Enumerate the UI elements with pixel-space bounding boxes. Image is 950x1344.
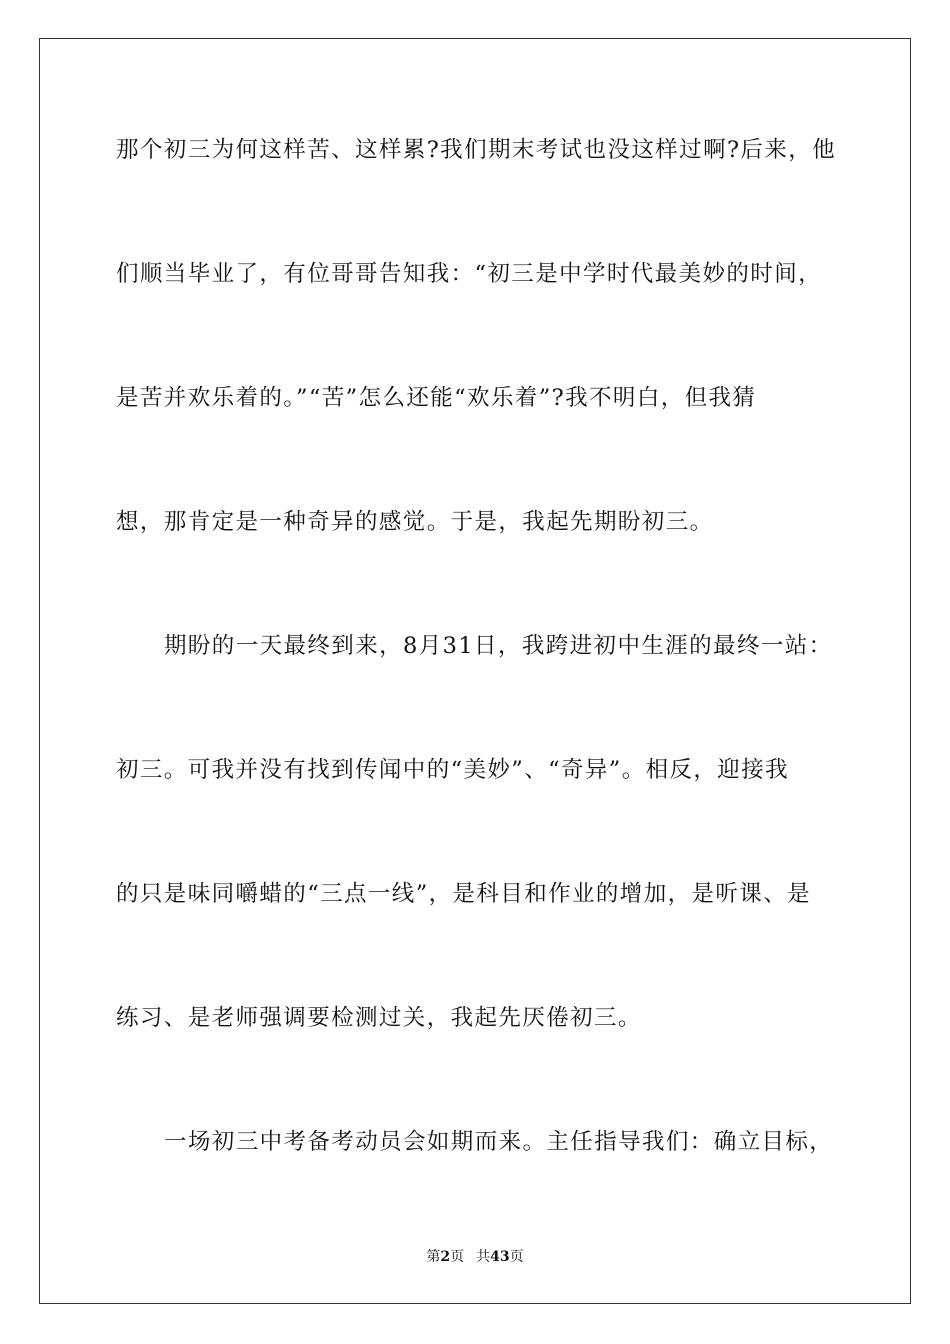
text-line: 是苦并欢乐着的。”“苦”怎么还能“欢乐着”?我不明白，但我猜 xyxy=(116,385,757,411)
text-line: 初三。可我并没有找到传闻中的“美妙”、“奇异”。相反，迎接我 xyxy=(116,757,790,783)
total-suffix: 页 xyxy=(509,1249,524,1265)
text-line: 那个初三为何这样苦、这样累?我们期末考试也没这样过啊?后来，他 xyxy=(116,137,837,163)
text-line: 想，那肯定是一种奇异的感觉。于是，我起先期盼初三。 xyxy=(116,509,714,535)
page-prefix: 第 xyxy=(426,1249,441,1265)
text-line: 练习、是老师强调要检测过关，我起先厌倦初三。 xyxy=(116,1005,642,1031)
paragraph-start-line: 一场初三中考备考动员会如期而来。主任指导我们：确立目标， xyxy=(164,1129,834,1155)
paragraph-start-line: 期盼的一天最终到来，8月31日，我跨进初中生涯的最终一站： xyxy=(164,633,833,659)
text-line: 的只是味同嚼蜡的“三点一线”，是科目和作业的增加，是听课、是 xyxy=(116,881,812,907)
total-pages-number: 43 xyxy=(490,1249,510,1265)
document-body xyxy=(116,128,836,1244)
text-line: 们顺当毕业了，有位哥哥告知我：“初三是中学时代最美妙的时间， xyxy=(116,261,823,287)
page-suffix: 页 xyxy=(450,1249,465,1265)
current-page-number: 2 xyxy=(440,1249,451,1265)
page-footer xyxy=(0,1248,950,1266)
total-prefix: 共 xyxy=(476,1249,491,1265)
